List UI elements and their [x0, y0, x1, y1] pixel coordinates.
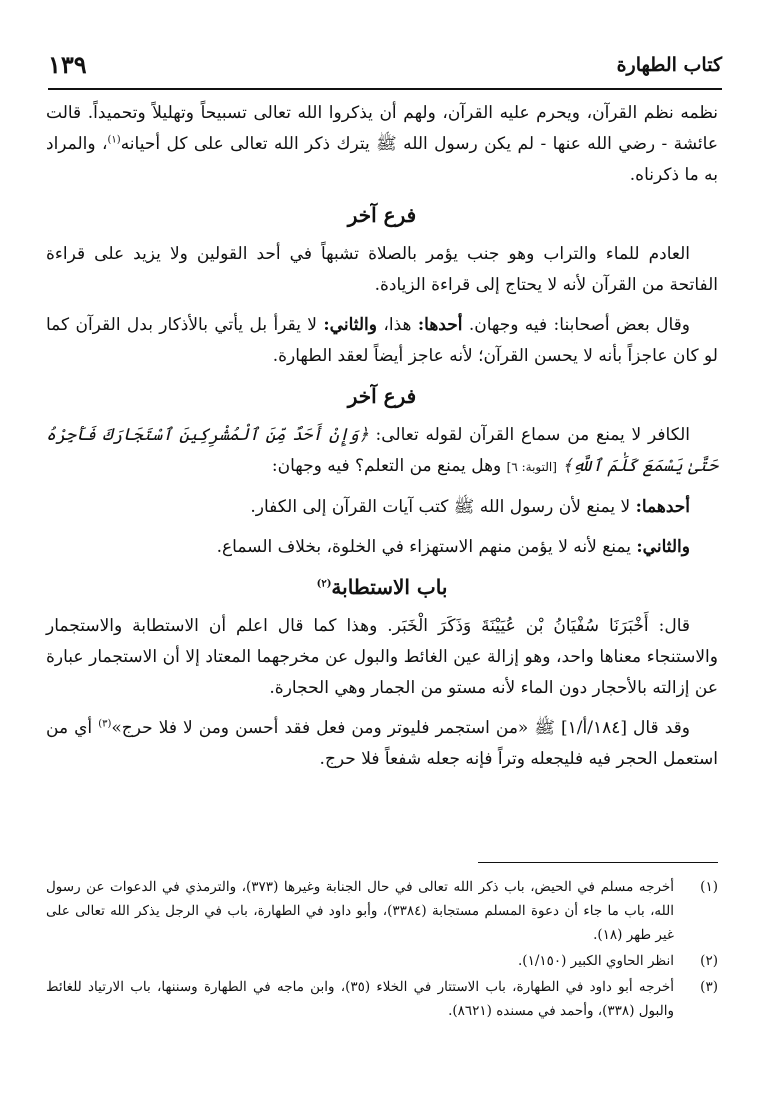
book-title: كتاب الطهارة	[616, 54, 722, 76]
paragraph-text: ، والمراد به ما ذكرناه.	[46, 134, 718, 185]
main-text	[46, 98, 718, 784]
bold-term: أحدها:	[417, 315, 463, 335]
paragraph-text: لا يمنع لأن رسول الله ﷺ كتب آيات القرآن إلى الكفار.	[250, 497, 631, 517]
footnote	[46, 975, 718, 1023]
paragraph	[46, 310, 718, 372]
section-heading: فرع آخر	[347, 203, 417, 227]
verse-reference: [التوبة: ٦]	[506, 460, 557, 474]
paragraph-text: لا يقرأ بل يأتي بالأذكار بدل القرآن كما لو كان عاجزاً بأنه لا يحسن القرآن؛ لأنه عاجز أيضاً لعقد الطهارة.	[46, 315, 718, 366]
paragraph	[46, 420, 718, 483]
footnote-text: انظر الحاوي الكبير (١/١٥٠).	[518, 953, 674, 969]
page-number: ١٣٩	[48, 50, 87, 79]
paragraph-text: وقد قال [١٨٤/أ/١] ﷺ «من استجمر فليوتر ومن فعل فقد أحسن ومن لا فلا حرج»	[111, 718, 690, 738]
paragraph-text: يمنع لأنه لا يؤمن منهم الاستهزاء في الخلوة، بخلاف السماع.	[216, 537, 631, 557]
footnote	[46, 949, 718, 973]
paragraph	[46, 98, 718, 191]
paragraph	[46, 532, 718, 563]
footnote-text: أخرجه أبو داود في الطهارة، باب الاستتار في الخلاء (٣٥)، وابن ماجه في الطهارة وسننها، باب الارتياد للغائط والبول (٣٣٨)، وأحمد في مسنده (٨٦٢١).	[46, 979, 674, 1019]
paragraph-text: هذا،	[383, 315, 412, 335]
paragraph-text: وهل يمنع من التعلم؟ فيه وجهان:	[271, 456, 502, 476]
footnote-ref[interactable]: (٣)	[98, 718, 112, 730]
paragraph	[46, 492, 718, 523]
footnote-ref[interactable]: (٢)	[316, 578, 332, 590]
quran-verse: ﴿وَإِنْ أَحَدٌ مِّنَ ٱلْمُشْرِكِينَ ٱسْتَجَارَكَ فَأَجِرْهُ حَتَّىٰ يَسْمَعَ كَلَٰمَ ٱللَّهِ﴾	[46, 425, 718, 476]
paragraph: قال: أَخْبَرَنَا سُفْيَانُ بْن عُيَيْنَةَ وَذَكَرَ الْخَبَر. وهذا كما قال اعلم أن الاستطابة والاستجمار والاستنجاء معناها واحد، وهو إزالة عين الغائط والبول عن مخرجهما المعتاد إلا أن الاستجمار عبارة عن إزالته بالأحجار دون الماء لأنه مستو من الجمار وهي الحجارة.	[46, 616, 718, 698]
footnote-ref[interactable]: (١)	[107, 134, 121, 146]
paragraph-text: أي من استعمل الحجر فيه فليجعله وتراً فإنه جعله شفعاً فلا حرج.	[46, 718, 718, 769]
bold-term: أحدهما:	[635, 497, 690, 517]
paragraph-text: الكافر لا يمنع من سماع القرآن لقوله تعالى:	[375, 425, 690, 445]
paragraph-text: نظمه نظم القرآن، ويحرم عليه القرآن، ولهم أن يذكروا الله تعالى تسبيحاً وتهليلاً وتحميداً. قالت عائشة - رضي الله عنها - لم يكن رسول الله ﷺ يترك ذكر الله تعالى على كل أحيانه	[46, 103, 718, 154]
paragraph	[46, 713, 718, 775]
chapter-title: باب الاستطابة	[331, 575, 448, 599]
page-header	[48, 48, 722, 90]
paragraph: العادم للماء والتراب وهو جنب يؤمر بالصلاة تشبهاً في أحد القولين ولا يزيد على قراءة الفاتحة من القرآن لأنه لا يحتاج إلى قراءة الزيادة.	[46, 244, 718, 295]
bold-term: والثاني:	[636, 537, 690, 557]
footnote-text: أخرجه مسلم في الحيض، باب ذكر الله تعالى في حال الجنابة وغيرها (٣٧٣)، والترمذي في الدعوات عن رسول الله، باب ما جاء أن دعوة المسلم مستجابة (٣٣٨٤)، وأبو داود في الطهارة، باب في الرجل يذكر الله تعالى على غير طهر (١٨).	[46, 879, 674, 943]
footnote-number: (٢)	[700, 953, 718, 969]
paragraph-text: وقال بعض أصحابنا: فيه وجهان.	[468, 315, 690, 335]
bold-term: والثاني:	[323, 315, 377, 335]
footnote	[46, 875, 718, 947]
footnote-number: (٣)	[700, 979, 718, 995]
footnote-divider	[478, 862, 718, 863]
footnote-number: (١)	[700, 879, 718, 895]
section-heading: فرع آخر	[347, 384, 417, 408]
chapter-heading	[46, 572, 718, 603]
footnotes	[46, 862, 718, 1025]
